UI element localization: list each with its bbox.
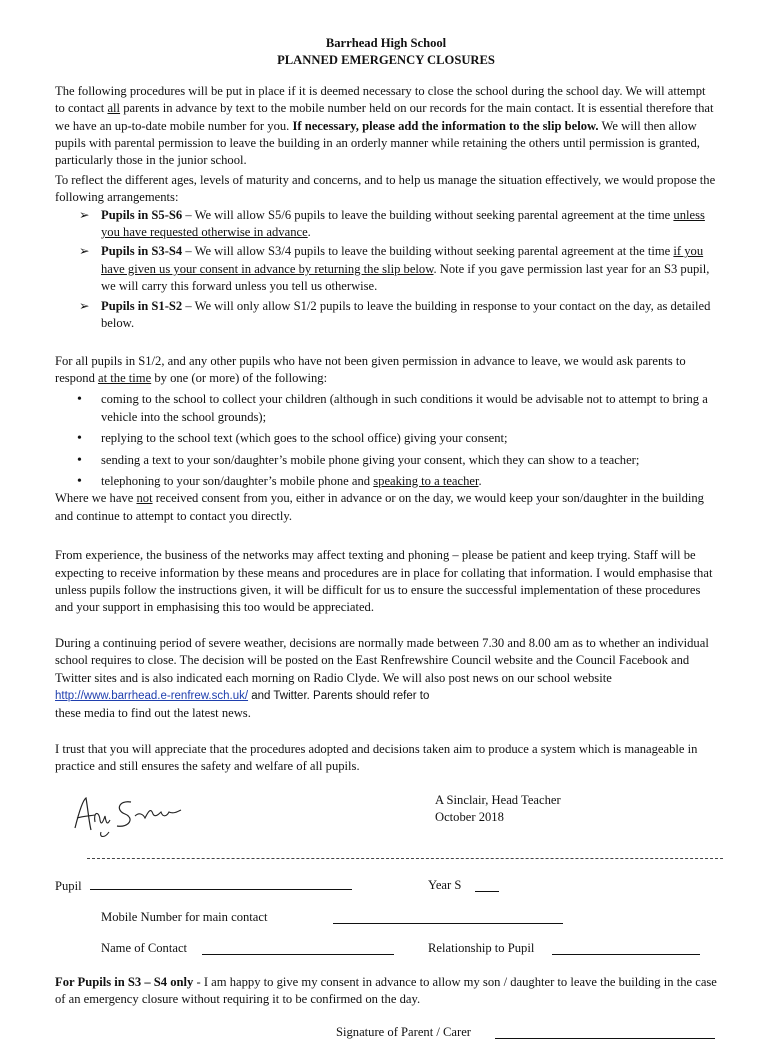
list-item (55, 207, 717, 242)
list-item (55, 243, 717, 295)
mobile-row (55, 909, 717, 927)
letter-page (55, 35, 717, 1042)
experience-paragraph: From experience, the business of the networks may affect texting and phoning – please be patient and keep trying. Staff will be expecting to receive information by these means and procedures are in place for collating that information. I would emphasise that unless pupils follow the instructions given, it will be difficult for us to ensure the successful implementation of these procedures and your support in emphasising this too would be appreciated. (55, 548, 713, 615)
list-item (55, 430, 717, 447)
parent-signature-label: Signature of Parent / Carer (336, 1025, 471, 1040)
consent-text: - I am happy to give my consent in advance to allow my son / daughter to leave the building in the case of an emergency closure without requiring it to be confirmed on the day. (55, 974, 717, 1007)
school-website-link[interactable]: http://www.barrhead.e-renfrew.sch.uk/ (55, 690, 249, 702)
letter-date: October 2018 (435, 810, 504, 825)
option-text: coming to the school to collect your children (although in such conditions it would be advisable not to attempt to bring a vehicle into the school grounds); (101, 392, 708, 424)
arrangement-text-end: . Note if you gave permission last year for an S3 pupil, we will carry this forward unless you tell us otherwise. (101, 261, 710, 294)
head-teacher-name: A Sinclair, Head Teacher (435, 792, 561, 807)
bullet-icon: • (77, 431, 82, 447)
arrangement-underline: if you have given us your consent in advance by returning the slip below (101, 244, 704, 276)
option-text-end: . (478, 473, 482, 488)
arrangements-intro: To reflect the different ages, levels of maturity and concerns, and to help us manage the situation effectively, we would propose the following arrangements: (55, 172, 716, 205)
list-item (55, 391, 717, 426)
arrow-bullet-icon: ➢ (79, 207, 90, 222)
year-label: Year S (428, 877, 462, 892)
list-item (55, 452, 717, 469)
weather-paragraph (55, 635, 717, 723)
contact-label: Name of Contact (101, 940, 188, 955)
signature-block (55, 792, 717, 850)
intro-text-a: The following procedures will be put in place if it is deemed necessary to close the school during the school day. We will attempt to contact (55, 83, 706, 116)
intro-bold-instruction: If necessary, please add the information to the slip below. (292, 118, 599, 133)
closing-paragraph: I trust that you will appreciate that the procedures adopted and decisions taken aim to produce a system which is manageable in practice and still ensures the safety and welfare of all pupils. (55, 741, 698, 774)
contact-name-field[interactable] (202, 942, 394, 955)
response-options-list (55, 391, 717, 490)
juniors-at-the-time: at the time (98, 370, 152, 385)
option-underline: speaking to a teacher (373, 473, 479, 488)
list-item (55, 473, 717, 490)
no-consent-text-a: Where we have (55, 491, 137, 506)
handwritten-signature (69, 792, 189, 840)
bullet-icon: • (77, 392, 82, 408)
consent-statement (55, 974, 717, 1009)
weather-text-b: and Twitter. Parents should refer to (248, 690, 430, 702)
tear-off-line (87, 858, 723, 859)
mobile-label: Mobile Number for main contact (101, 909, 268, 924)
arrangement-text-end: . (307, 225, 311, 240)
intro-all-underlined: all (107, 101, 121, 116)
signature-row (55, 1024, 717, 1042)
school-name: Barrhead High School (325, 36, 447, 50)
intro-text-c: We will then allow pupils with parental permission to leave the building in an orderly manner while retaining the others until permission is granted, particularly those in the junior school. (55, 118, 700, 168)
signatory (435, 792, 561, 827)
juniors-text-b: by one (or more) of the following: (151, 370, 328, 385)
arrangement-label: Pupils in S3-S4 (101, 244, 183, 259)
consent-bold: For Pupils in S3 – S4 only (55, 974, 194, 989)
year-field[interactable] (475, 879, 499, 892)
pupil-row (55, 877, 717, 895)
arrow-bullet-icon: ➢ (79, 244, 90, 259)
option-text: replying to the school text (which goes to the school office) giving your consent; (101, 431, 508, 446)
juniors-text-a: For all pupils in S1/2, and any other pupils who have not been given permission in advance to leave, we would ask parents to respond (55, 353, 686, 385)
relationship-field[interactable] (552, 942, 700, 955)
arrow-bullet-icon: ➢ (79, 298, 90, 313)
arrangements-list (55, 207, 717, 333)
arrangement-underline: unless you have requested otherwise in advance (101, 207, 705, 240)
list-item (55, 298, 717, 333)
bullet-icon: • (77, 473, 82, 489)
arrangement-label: Pupils in S5-S6 (101, 207, 183, 222)
bullet-icon: • (77, 452, 82, 468)
intro-text-b: parents in advance by text to the mobile number held on our records for the main contact. It is essential therefore that we have an up-to-date mobile number for you. (55, 101, 714, 133)
arrangement-text: – We will only allow S1/2 pupils to leave the building in response to your contact on the day, as detailed below. (101, 298, 711, 331)
arrangement-text: – We will allow S5/6 pupils to leave the building without seeking parental agreement at the time (182, 207, 674, 222)
pupil-name-field[interactable] (90, 877, 352, 890)
option-text: telephoning to your son/daughter’s mobile phone and (101, 473, 374, 488)
no-consent-paragraph (55, 490, 717, 525)
contact-row (55, 940, 717, 958)
arrangement-text: – We will allow S3/4 pupils to leave the building without seeking parental agreement at the time (182, 244, 674, 259)
parent-signature-field[interactable] (495, 1026, 715, 1039)
no-consent-not: not (136, 491, 153, 506)
page-title: PLANNED EMERGENCY CLOSURES (277, 53, 495, 68)
weather-text-a: During a continuing period of severe weather, decisions are normally made between 7.30 and 8.00 am as to whether an individual school requires to close. The decision will be posted on the East Renfrewshire Council website and the Council Facebook and Twitter sites and is also indicated each morning on Radio Clyde. We will also post news on our school website (55, 635, 709, 685)
relationship-label: Relationship to Pupil (428, 940, 535, 955)
no-consent-text-b: received consent from you, either in advance or on the day, we would keep your son/daughter in the building and continue to attempt to contact you directly. (55, 491, 704, 523)
juniors-paragraph (55, 353, 717, 388)
pupil-label: Pupil (55, 878, 82, 893)
mobile-number-field[interactable] (333, 911, 563, 924)
arrangement-label: Pupils in S1-S2 (101, 298, 183, 313)
weather-text-c: these media to find out the latest news. (55, 706, 251, 721)
intro-paragraph (55, 83, 717, 170)
option-text: sending a text to your son/daughter’s mobile phone giving your consent, which they can show to a teacher; (101, 452, 640, 467)
